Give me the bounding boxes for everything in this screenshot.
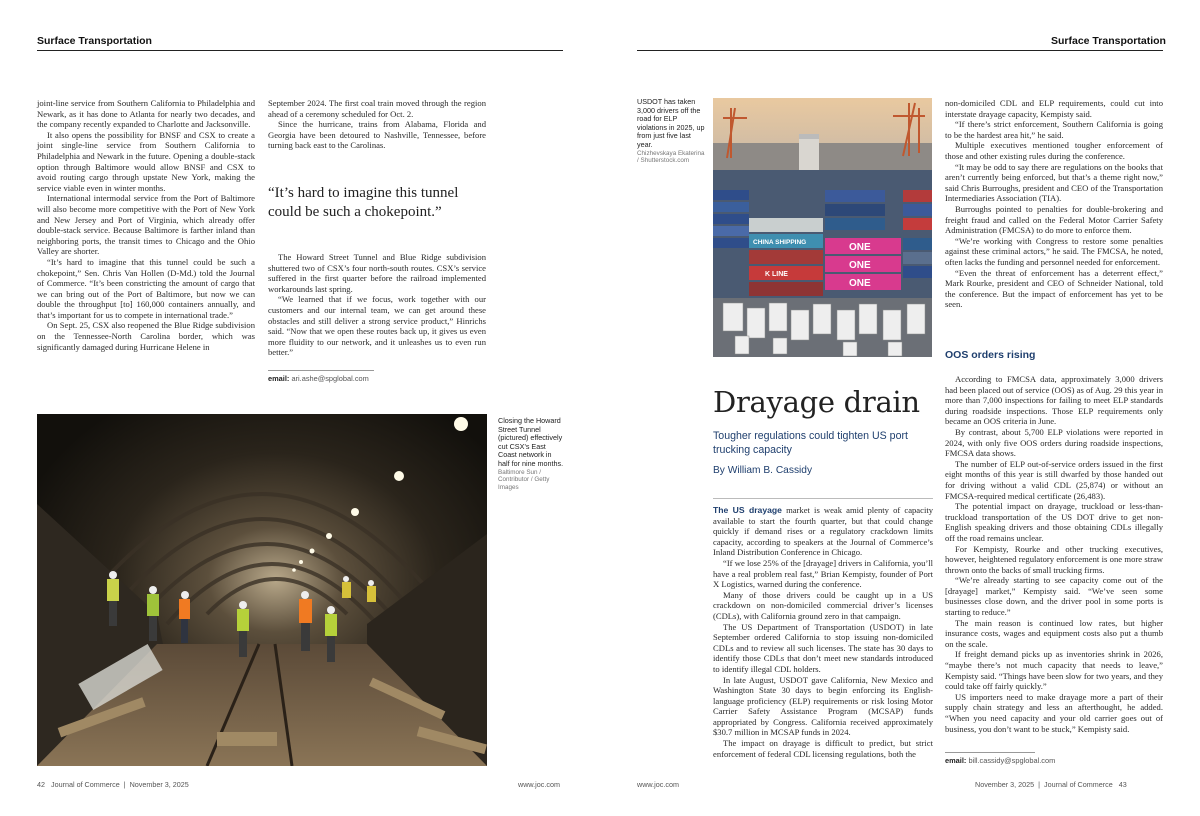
paragraph: The Howard Street Tunnel and Blue Ridge subdivision shuttered two of CSX’s four north-south routes. CSX’s service suffered in the first quarter before the railroad implemented workarounds last spring. (268, 252, 486, 294)
paragraph: Burroughs pointed to penalties for double-brokering and freight fraud and called on the Federal Motor Carrier Safety Administration (FMCSA) to do more to enforce them. (945, 203, 1163, 236)
left-article-column-1 (37, 98, 255, 352)
paragraph: The main reason is continued low rates, but higher insurance costs, wages and equipment costs also put a thumb on the scale. (945, 617, 1163, 649)
paragraph: “We’re working with Congress to restore some penalties against these criminal actors,” he said. The FMCSA, he noted, often lacks the funding and personnel needed for enforcement. (945, 235, 1163, 267)
paragraph: On Sept. 25, CSX also reopened the Blue Ridge subdivision on the Tennessee-North Carolina border, which was significantly damaged during Hurricane Helene in (37, 320, 255, 352)
left-photo-caption (498, 417, 564, 491)
paragraph: “We learned that if we focus, work together with our customers and our internal team, we can get around these obstacles and still deliver a strong service product,” Hinrichs said. “Now that we open these routes back up, it gives us even more fluidity to our network, and it unleashes us to even run better.” (268, 294, 486, 358)
left-footer-website[interactable]: www.joc.com (518, 780, 560, 789)
left-author-email[interactable] (268, 374, 369, 383)
right-photo-caption (637, 98, 705, 165)
paragraph: For Kempisty, Rourke and other trucking executives, however, heightened regulatory enforcement is one more straw thrown onto the backs of small trucking firms. (945, 543, 1163, 575)
paragraph (713, 505, 933, 558)
container-label-1: K LINE (765, 271, 788, 278)
paragraph: Multiple executives mentioned tougher enforcement of those and other existing rules during the conference. (945, 140, 1163, 161)
right-author-email[interactable] (945, 756, 1055, 765)
paragraph: By contrast, about 5,700 ELP violations were reported in 2024, with only five OOS orders during roadside inspections, FMCSA data shows. (945, 426, 1163, 459)
left-article-column-2-bottom (268, 252, 486, 358)
left-page-number: 42 (37, 780, 45, 789)
paragraph: “If we lose 25% of the [drayage] drivers in California, you’ll have a real problem real fast,” Brian Kempisty, founder of Port X Logistics, warned during the conference. (713, 557, 933, 590)
paragraph: If freight demand picks up as inventories shrink in 2026, “maybe there’s not much capacity that needs to leave,” Kempisty said. “Things have been slow for two years, and they could take off fairly quickly.” (945, 649, 1163, 692)
left-footer-publication: Journal of Commerce (51, 780, 120, 789)
left-email-label: email: (268, 374, 290, 383)
left-footer-date: November 3, 2025 (129, 780, 189, 789)
paragraph: “Even the threat of enforcement has a deterrent effect,” Mark Rourke, president and CEO of Schneider National, told the conference. But the impact of enforcement has yet to be seen. (945, 267, 1163, 310)
port-photo-illustration (713, 98, 932, 357)
left-photo-credit: Baltimore Sun / Contributor / Getty Images (498, 468, 550, 491)
paragraph: non-domiciled CDL and ELP requirements, could cut into interstate drayage capacity, Kempisty said. (945, 98, 1163, 119)
right-page-number: 43 (1118, 780, 1127, 789)
left-caption-text: Closing the Howard Street Tunnel (pictured) effectively cut CSX’s East Coast network in half for nine months. (498, 416, 564, 468)
oos-subhead: OOS orders rising (945, 349, 1036, 361)
article-headline: Drayage drain (713, 385, 920, 419)
byline-rule (713, 498, 933, 499)
paragraph: “We’re already starting to see capacity come out of the [drayage] market,” Kempisty said. “We’ve seen some businesses close down, and the driver pool in some ports is starting to reduce.” (945, 575, 1163, 618)
article-byline: By William B. Cassidy (713, 465, 813, 476)
tunnel-photo-illustration (37, 414, 487, 766)
paragraph: International intermodal service from the Port of Baltimore will also become more competitive with the Port of New York and New Jersey and Port of Virginia, which already offer double-stack service. Because Baltimore is farther inland than neighboring ports, the transit times to Chicago and the Ohio Valley are shorter. (37, 193, 255, 257)
paragraph: The US Department of Transportation (USDOT) in late September ordered California to stop issuing non-domiciled CDLs and to review all such licenses. The state has 30 days to identify those CDLs that don’t meet new standards introduced to identify illegal CDL holders. (713, 621, 933, 674)
paragraph: US importers need to make drayage more a part of their supply chain strategy and less an afterthought, he added. “When you need capacity and your old carrier goes out of business, you don’t want to be stuck,” Kempisty said. (945, 691, 1163, 734)
container-label-4: ONE (849, 278, 871, 289)
paragraph: The potential impact on drayage, truckload or less-than-truckload transportation of the US DOT drive to get non-English speaking drivers and those obtaining CDLs illegally off the road remains unclear. (945, 501, 1163, 543)
right-footer-website[interactable]: www.joc.com (637, 780, 679, 789)
right-photo-credit: Chizhevskaya Ekaterina / Shutterstock.com (637, 149, 705, 165)
container-label-0: CHINA SHIPPING (753, 239, 807, 246)
right-footer-date: November 3, 2025 (975, 780, 1035, 789)
pull-quote: “It’s hard to imagine this tunnel could be such a chokepoint.” (268, 185, 459, 220)
paragraph: Since the hurricane, trains from Alabama, Florida and Georgia have been detoured to Nashville, Tennessee, before turning back east to the Carolinas. (268, 119, 486, 151)
right-email-address: bill.cassidy@spglobal.com (968, 756, 1056, 765)
paragraph: Many of those drivers could be caught up in a US crackdown on non-domiciled commercial driver’s licenses (CDLs), with California ground zero in that campaign. (713, 589, 933, 621)
paragraph: According to FMCSA data, approximately 3,000 drivers had been placed out of service (OOS) as of Aug. 29 this year in more than 7,000 inspections for failing to meet ELP standards during roadside inspections. Those ELP requirements only became an OOS criteria in June. (945, 374, 1163, 427)
port-photo (713, 98, 932, 357)
paragraph: September 2024. The first coal train moved through the region ahead of a ceremony scheduled for Oct. 2. (268, 98, 486, 119)
right-footer: November 3, 2025 | Journal of Commerce 43 (975, 780, 1127, 789)
left-footer: 42 Journal of Commerce | November 3, 2025 (37, 780, 189, 789)
right-header-rule (637, 50, 1163, 51)
paragraph-text: market is weak amid plenty of capacity available to start the fourth quarter, but that could change quickly if demand rises or a regulatory crackdown limits capacity, according to speakers at the Journal of Commerce’s Inland Distribution Conference in Chicago. (713, 505, 934, 558)
left-section-header: Surface Transportation (37, 35, 152, 47)
paragraph: It also opens the possibility for BNSF and CSX to create a joint single-line service from Southern California to Philadelphia and Newark in the future. Opening a double-stack option through Baltimore would allow BNSF and CSX to avoid routing cargo through upstate New York, making the service viable even in winter months. (37, 129, 255, 193)
left-email-rule (268, 370, 374, 371)
paragraph: “It’s hard to imagine that this tunnel could be such a chokepoint,” Sen. Chris Van Hollen (D-Md.) told the Journal of Commerce. “It’s been constricting the amount of cargo that we can bring out of the Port of Baltimore, but now we can double the throughput [to] 160,000 containers annually, and that’s important for us to compete in international trade.” (37, 256, 255, 320)
container-label-2: ONE (849, 242, 871, 253)
container-label-3: ONE (849, 260, 871, 271)
right-footer-publication: Journal of Commerce (1044, 780, 1113, 789)
paragraph: The impact on drayage is difficult to predict, but strict enforcement of federal CDL licensing regulations, both the (713, 738, 933, 759)
article-dek: Tougher regulations could tighten US port trucking capacity (713, 430, 908, 456)
right-section-header: Surface Transportation (1051, 35, 1166, 47)
right-article-column-1 (713, 505, 933, 759)
paragraph: In late August, USDOT gave California, New Mexico and Washington State 30 days to begin enforcing its English-language proficiency (ELP) requirements or risk losing Motor Carrier Safety Assistance Program (MCSAP) funds appropriated by Congress. California received approximately $30.7 million in MCSAP funds in 2024. (713, 674, 933, 738)
paragraph: “If there’s strict enforcement, Southern California is going to be the hardest area hit,” he said. (945, 119, 1163, 140)
left-header-rule (37, 50, 563, 51)
tunnel-photo (37, 414, 487, 766)
right-email-rule (945, 752, 1035, 753)
left-email-address: ari.ashe@spglobal.com (291, 374, 369, 383)
right-caption-text: USDOT has taken 3,000 drivers off the road for ELP violations in 2025, up from just five last year. (637, 97, 705, 149)
lead-in: The US drayage (713, 505, 782, 515)
right-article-column-2-bottom (945, 374, 1163, 734)
right-email-label: email: (945, 756, 967, 765)
paragraph: joint-line service from Southern California to Philadelphia and Newark, as it has done to Atlanta for nearly two decades, and the company recently expanded to Charlotte and Jacksonville. (37, 98, 255, 130)
paragraph: The number of ELP out-of-service orders issued in the first eight months of this year is still dwarfed by those handed out for driving without a valid CDL (25,874) or without an FMCSA-required medical certificate (26,483). (945, 458, 1163, 501)
right-article-column-2-top (945, 98, 1163, 310)
paragraph: “It may be odd to say there are regulations on the books that aren’t currently being enforced, but that’s a theme right now,” said Chris Burroughs, president and CEO of the Transportation Intermediaries Association (TIA). (945, 161, 1163, 204)
left-article-column-2-top (268, 98, 486, 151)
